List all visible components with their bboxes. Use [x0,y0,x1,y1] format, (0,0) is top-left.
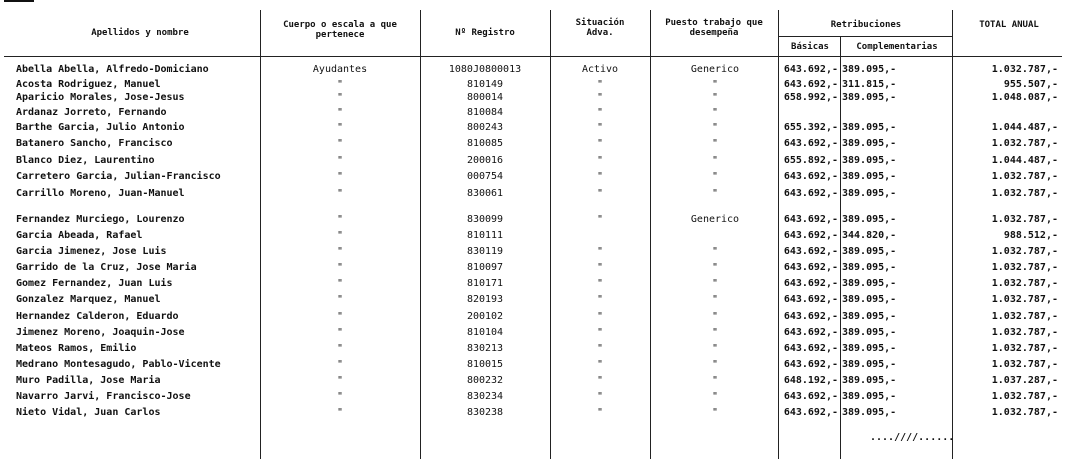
row-total: 1.032.787,- [991,391,1058,402]
row-name: Ardanaz Jorreto, Fernando [16,107,167,118]
row-basicas: 648.192,- [783,375,838,386]
row-total: 988.512,- [1003,230,1058,241]
row-registro: 830213 [466,343,504,354]
row-complementarias: 389.095,- [842,138,897,149]
row-complementarias: 389.095,- [842,391,897,402]
row-puesto: " [711,138,719,149]
header-complementarias: Complementarias [856,42,938,52]
row-registro: 810084 [466,107,504,118]
column-divider [778,10,779,459]
row-situacion: " [596,246,604,257]
row-cuerpo: " [336,188,344,199]
row-puesto: " [711,343,719,354]
row-complementarias: 344.820,- [842,230,897,241]
row-puesto: " [711,278,719,289]
row-complementarias: 389.095,- [842,188,897,199]
row-name: Batanero Sancho, Francisco [16,138,173,149]
row-registro: 200016 [466,155,504,166]
row-registro: 1080J0800013 [448,64,522,75]
row-total: 1.032.787,- [991,343,1058,354]
row-complementarias: 389.095,- [842,375,897,386]
row-name: Carretero Garcia, Julian-Francisco [16,171,221,182]
row-cuerpo: " [336,138,344,149]
row-puesto: " [711,327,719,338]
row-situacion: " [596,138,604,149]
row-name: Garcia Abeada, Rafael [16,230,143,241]
row-name: Hernandez Calderon, Eduardo [16,311,179,322]
row-total: 1.032.787,- [991,294,1058,305]
row-situacion: " [596,391,604,402]
row-registro: 810149 [466,79,504,90]
header-registro: Nº Registro [455,28,515,38]
row-name: Barthe Garcia, Julio Antonio [16,122,185,133]
row-registro: 820193 [466,294,504,305]
row-total: 955.507,- [1003,79,1058,90]
row-situacion: " [596,311,604,322]
row-cuerpo: " [336,262,344,273]
row-complementarias: 389.095,- [842,311,897,322]
row-cuerpo: " [336,407,344,418]
row-puesto: " [711,359,719,370]
row-name: Abella Abella, Alfredo-Domiciano [16,64,209,75]
row-cuerpo: " [336,359,344,370]
row-basicas: 643.692,- [783,391,838,402]
row-situacion: " [596,155,604,166]
row-puesto: " [711,79,719,90]
row-complementarias: 389.095,- [842,327,897,338]
row-cuerpo: " [336,122,344,133]
header-bottom-rule [4,56,1062,57]
row-cuerpo: " [336,278,344,289]
row-total: 1.032.787,- [991,311,1058,322]
row-situacion: " [596,375,604,386]
row-registro: 810097 [466,262,504,273]
row-cuerpo: " [336,294,344,305]
row-name: Aparicio Morales, Jose-Jesus [16,92,185,103]
row-registro: 200102 [466,311,504,322]
row-registro: 800232 [466,375,504,386]
row-complementarias: 389.095,- [842,262,897,273]
row-complementarias: 389.095,- [842,155,897,166]
column-divider [550,10,551,459]
column-divider [260,10,261,459]
row-puesto: " [711,375,719,386]
row-basicas: 643.692,- [783,359,838,370]
row-complementarias: 389.095,- [842,407,897,418]
header-total: TOTAL ANUAL [979,20,1039,30]
header-situacion: Situación Adva. [575,18,625,38]
row-puesto: " [711,407,719,418]
row-cuerpo: " [336,391,344,402]
row-situacion: " [596,214,604,225]
row-total: 1.032.787,- [991,214,1058,225]
row-situacion: " [596,107,604,118]
row-basicas: 643.692,- [783,230,838,241]
top-rule [4,0,34,2]
row-basicas: 643.692,- [783,171,838,182]
row-puesto: " [711,311,719,322]
row-puesto: " [711,294,719,305]
row-complementarias: 389.095,- [842,64,897,75]
row-puesto: Generico [690,214,740,225]
row-registro: 830238 [466,407,504,418]
row-registro: 830061 [466,188,504,199]
row-registro: 830119 [466,246,504,257]
row-name: Blanco Diez, Laurentino [16,155,155,166]
row-total: 1.032.787,- [991,64,1058,75]
row-name: Gomez Fernandez, Juan Luis [16,278,173,289]
row-complementarias: 389.095,- [842,278,897,289]
header-retribuciones: Retribuciones [830,20,902,30]
row-cuerpo: " [336,327,344,338]
row-total: 1.032.787,- [991,246,1058,257]
row-registro: 800243 [466,122,504,133]
row-cuerpo: " [336,246,344,257]
row-basicas: 643.692,- [783,262,838,273]
row-name: Fernandez Murciego, Lourenzo [16,214,185,225]
row-puesto: Generico [690,64,740,75]
row-registro: 800014 [466,92,504,103]
row-basicas: 643.692,- [783,294,838,305]
row-basicas: 655.892,- [783,155,838,166]
row-name: Medrano Montesagudo, Pablo-Vicente [16,359,221,370]
row-basicas: 658.992,- [783,92,838,103]
row-total: 1.044.487,- [991,122,1058,133]
row-name: Navarro Jarvi, Francisco-Jose [16,391,191,402]
row-total: 1.037.287,- [991,375,1058,386]
row-basicas: 643.692,- [783,64,838,75]
row-situacion: " [596,294,604,305]
row-total: 1.032.787,- [991,278,1058,289]
header-puesto: Puesto trabajo que desempeña [665,18,763,38]
row-cuerpo: " [336,155,344,166]
row-name: Jimenez Moreno, Joaquin-Jose [16,327,185,338]
row-name: Nieto Vidal, Juan Carlos [16,407,161,418]
row-basicas: 643.692,- [783,327,838,338]
row-situacion: " [596,171,604,182]
row-name: Muro Padilla, Jose Maria [16,375,161,386]
row-situacion: " [596,92,604,103]
row-registro: 810111 [466,230,504,241]
row-cuerpo: Ayudantes [312,64,368,75]
row-complementarias: 389.095,- [842,122,897,133]
row-complementarias: 389.095,- [842,246,897,257]
row-name: Mateos Ramos, Emilio [16,343,137,354]
footer-mark: ....////...... [870,432,955,443]
column-divider [650,10,651,459]
row-basicas: 643.692,- [783,79,838,90]
row-cuerpo: " [336,171,344,182]
row-situacion: " [596,407,604,418]
row-registro: 830099 [466,214,504,225]
row-complementarias: 389.095,- [842,92,897,103]
row-complementarias: 389.095,- [842,214,897,225]
header-basicas: Básicas [791,42,829,52]
retribuciones-subrule [778,36,952,37]
row-cuerpo: " [336,79,344,90]
header-apellidos: Apellidos y nombre [91,28,189,38]
row-basicas: 643.692,- [783,278,838,289]
row-situacion: " [596,327,604,338]
row-puesto: " [711,92,719,103]
row-basicas: 643.692,- [783,188,838,199]
row-cuerpo: " [336,375,344,386]
row-situacion: " [596,262,604,273]
row-puesto: " [711,122,719,133]
row-cuerpo: " [336,343,344,354]
row-situacion: " [596,343,604,354]
row-situacion: " [596,278,604,289]
row-basicas: 655.392,- [783,122,838,133]
row-registro: 810104 [466,327,504,338]
row-puesto: " [711,107,719,118]
row-name: Acosta Rodriguez, Manuel [16,79,161,90]
row-situacion: " [596,122,604,133]
row-name: Garrido de la Cruz, Jose Maria [16,262,197,273]
column-divider [952,10,953,459]
row-total: 1.032.787,- [991,171,1058,182]
column-divider [840,36,841,459]
row-total: 1.032.787,- [991,407,1058,418]
column-divider [420,10,421,459]
row-name: Garcia Jimenez, Jose Luis [16,246,167,257]
row-puesto: " [711,171,719,182]
row-puesto: " [711,155,719,166]
row-puesto: " [711,391,719,402]
row-complementarias: 389.095,- [842,294,897,305]
row-complementarias: 311.815,- [842,79,897,90]
row-name: Gonzalez Marquez, Manuel [16,294,161,305]
row-cuerpo: " [336,214,344,225]
row-total: 1.044.487,- [991,155,1058,166]
row-complementarias: 389.095,- [842,343,897,354]
row-situacion: Activo [581,64,619,75]
row-basicas: 643.692,- [783,311,838,322]
row-puesto: " [711,246,719,257]
row-puesto: " [711,262,719,273]
row-complementarias: 389.095,- [842,171,897,182]
row-basicas: 643.692,- [783,138,838,149]
row-cuerpo: " [336,107,344,118]
row-name: Carrillo Moreno, Juan-Manuel [16,188,185,199]
row-situacion: " [596,359,604,370]
row-total: 1.032.787,- [991,188,1058,199]
row-total: 1.032.787,- [991,262,1058,273]
row-situacion: " [596,188,604,199]
row-situacion: " [596,79,604,90]
row-basicas: 643.692,- [783,407,838,418]
row-registro: 810085 [466,138,504,149]
row-total: 1.048.087,- [991,92,1058,103]
row-cuerpo: " [336,311,344,322]
row-registro: 000754 [466,171,504,182]
header-cuerpo: Cuerpo o escala a que pertenece [283,20,397,40]
row-basicas: 643.692,- [783,343,838,354]
row-cuerpo: " [336,92,344,103]
row-registro: 830234 [466,391,504,402]
row-registro: 810171 [466,278,504,289]
row-total: 1.032.787,- [991,138,1058,149]
row-basicas: 643.692,- [783,214,838,225]
row-complementarias: 389.095,- [842,359,897,370]
row-puesto: " [711,188,719,199]
row-registro: 810015 [466,359,504,370]
row-total: 1.032.787,- [991,359,1058,370]
row-cuerpo: " [336,230,344,241]
row-total: 1.032.787,- [991,327,1058,338]
row-basicas: 643.692,- [783,246,838,257]
